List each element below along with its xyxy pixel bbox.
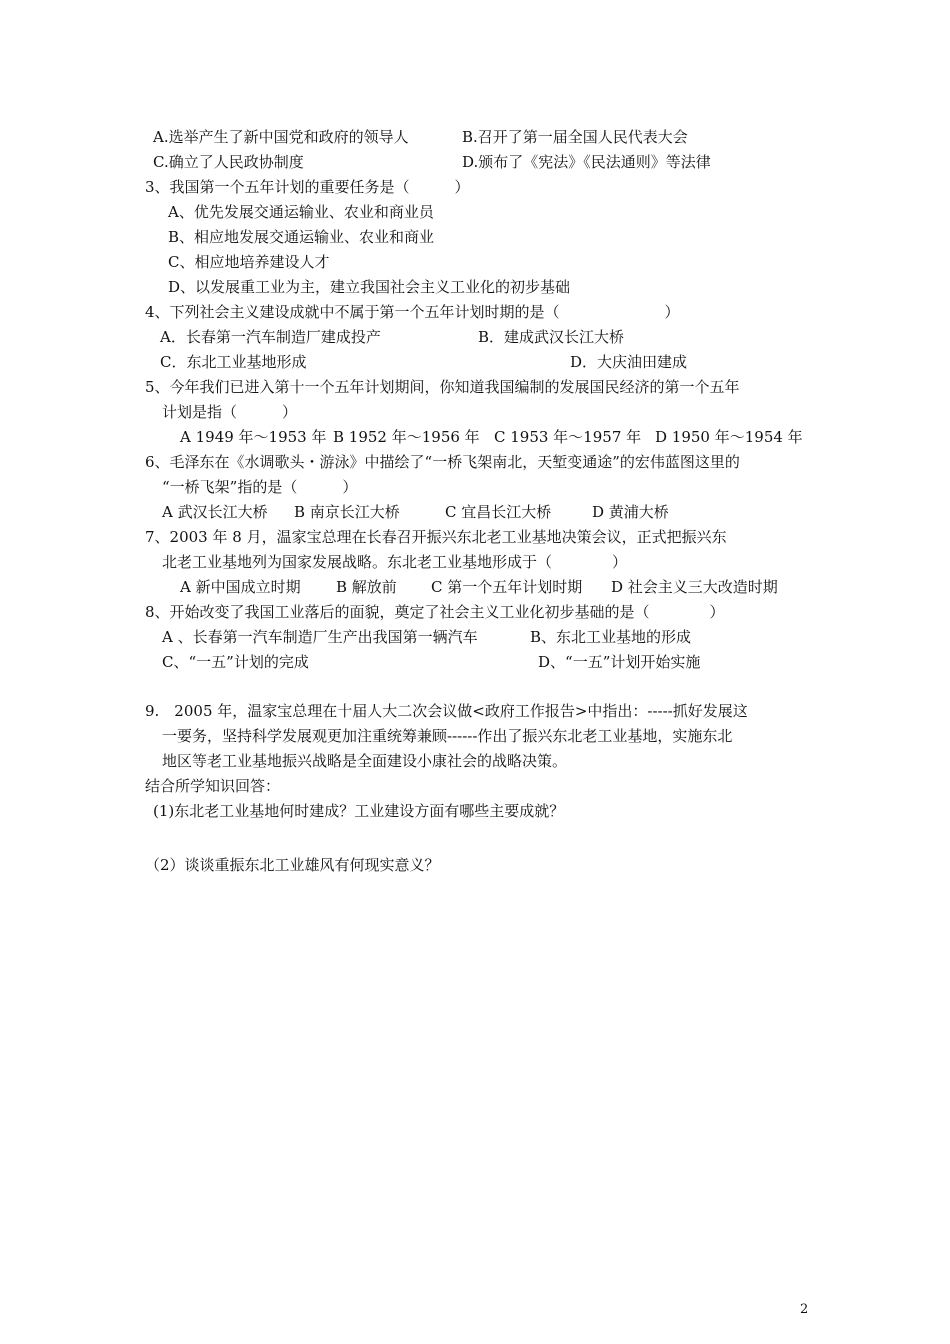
q3-option-d: D、以发展重工业为主，建立我国社会主义工业化的初步基础 [168,278,571,296]
q9-stem-line-3: 地区等老工业基地振兴战略是全面建设小康社会的战略决策。 [162,752,568,770]
q4-option-c: C．东北工业基地形成 [160,353,307,371]
q4-option-d: D．大庆油田建成 [570,353,688,371]
q9-subquestion-2: （2）谈谈重振东北工业雄风有何现实意义？ [145,856,440,874]
q8-option-c: C、“一五”计划的完成 [162,653,309,671]
q6-option-a: A 武汉长江大桥 [162,503,268,521]
q8-stem: 8、开始改变了我国工业落后的面貌，奠定了社会主义工业化初步基础的是（ ） [145,603,725,621]
q3-option-a: A、优先发展交通运输业、农业和商业员 [168,203,434,221]
q9-instruction: 结合所学知识回答： [145,777,281,795]
q7-stem-line-1: 7、2003 年 8 月，温家宝总理在长春召开振兴东北老工业基地决策会议，正式把振兴东 [145,528,727,546]
q6-option-c: C 宜昌长江大桥 [445,503,552,521]
q6-stem-line-1: 6、毛泽东在《水调歌头・游泳》中描绘了“一桥飞架南北，天堑变通途”的宏伟蓝图这里的 [145,453,740,471]
q2-option-d: D.颁布了《宪法》《民法通则》等法律 [462,153,711,171]
q6-option-d: D 黄浦大桥 [592,503,669,521]
q2-option-c: C.确立了人民政协制度 [153,153,304,171]
q7-stem-line-2: 北老工业基地列为国家发展战略。东北老工业基地形成于（ ） [162,553,628,571]
q7-option-d: D 社会主义三大改造时期 [611,578,778,596]
q9-stem-line-2: 一要务，坚持科学发展观更加注重统筹兼顾------作出了振兴东北老工业基地，实施东北 [162,727,733,745]
q5-stem-line-1: 5、今年我们已进入第十一个五年计划期间，你知道我国编制的发展国民经济的第一个五年 [145,378,740,396]
page-number: 2 [800,1302,809,1317]
q2-option-a: A.选举产生了新中国党和政府的领导人 [153,128,409,146]
q6-option-b: B 南京长江大桥 [294,503,400,521]
q3-option-c: C、相应地培养建设人才 [168,253,330,271]
q4-option-b: B．建成武汉长江大桥 [478,328,625,346]
q8-option-b: B、东北工业基地的形成 [530,628,692,646]
q4-stem: 4、下列社会主义建设成就中不属于第一个五年计划时期的是（ ） [145,303,680,321]
q9-stem-line-1: 9. 2005 年，温家宝总理在十届人大二次会议做<政府工作报告>中指出：-----抓好发展这 [145,702,748,720]
q8-option-d: D、“一五”计划开始实施 [538,653,701,671]
q5-option-d: D 1950 年～1954 年 [655,428,803,446]
q7-option-c: C 第一个五年计划时期 [431,578,583,596]
q7-option-a: A 新中国成立时期 [180,578,301,596]
q4-option-a: A．长春第一汽车制造厂建成投产 [160,328,381,346]
q5-option-c: C 1953 年～1957 年 [494,428,642,446]
q5-option-b: B 1952 年～1956 年 [333,428,480,446]
q2-option-b: B.召开了第一届全国人民代表大会 [462,128,688,146]
q3-option-b: B、相应地发展交通运输业、农业和商业 [168,228,435,246]
q5-stem-line-2: 计划是指（ ） [162,403,298,421]
q5-option-a: A 1949 年～1953 年 [180,428,327,446]
q6-stem-line-2: “一桥飞架”指的是（ ） [162,478,358,496]
q3-stem: 3、我国第一个五年计划的重要任务是（ ） [145,178,470,196]
q8-option-a: A 、长春第一汽车制造厂生产出我国第一辆汽车 [162,628,478,646]
q9-subquestion-1: (1)东北老工业基地何时建成？工业建设方面有哪些主要成就？ [153,802,565,820]
q7-option-b: B 解放前 [336,578,397,596]
